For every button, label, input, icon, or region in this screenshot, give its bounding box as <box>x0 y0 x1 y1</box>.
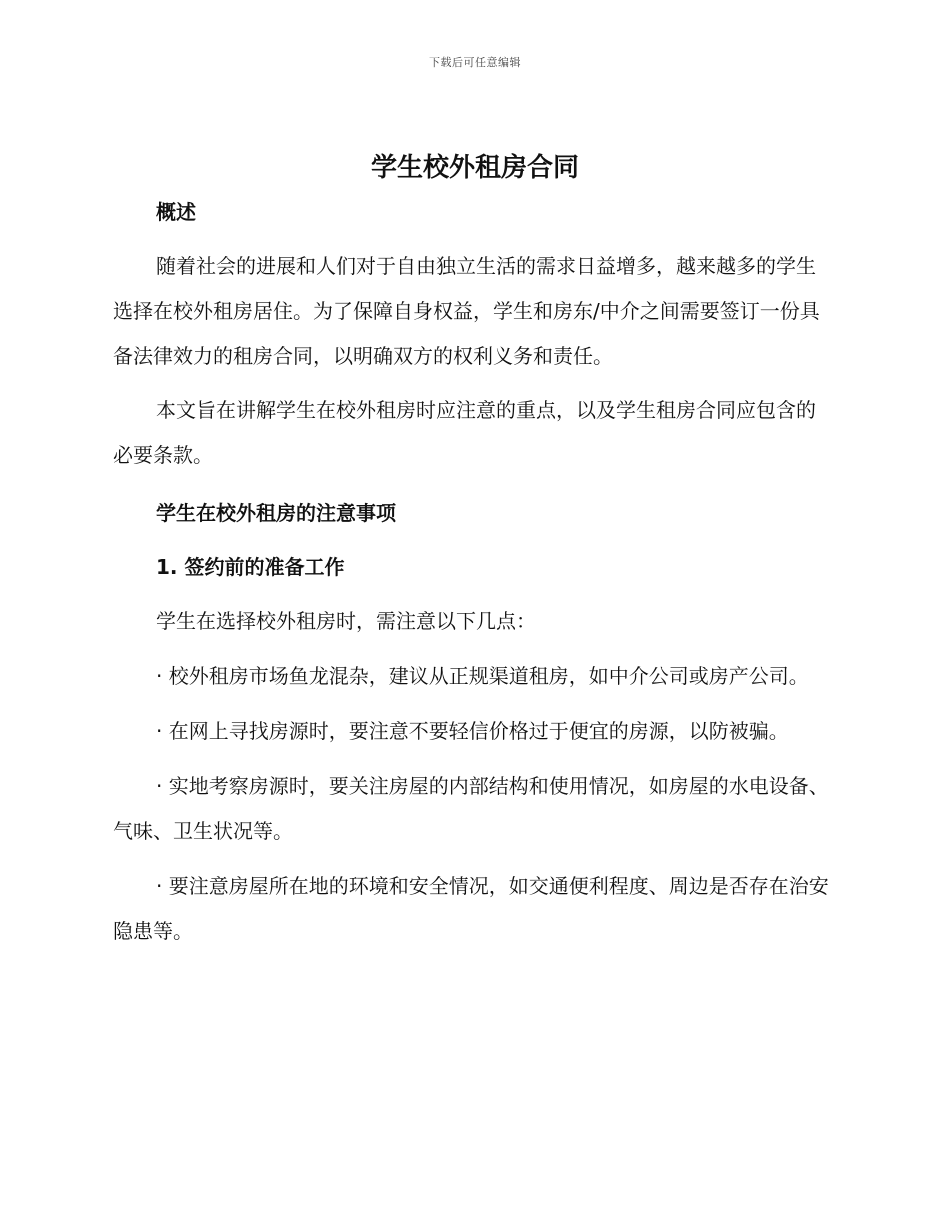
notes-section-heading: 学生在校外租房的注意事项 <box>156 501 396 525</box>
bullet-item: · 实地考察房源时，要关注房屋的内部结构和使用情况，如房屋的水电设备、气味、卫生状况等。 <box>113 774 829 843</box>
overview-paragraph-1: 随着社会的进展和人们对于自由独立生活的需求日益增多，越来越多的学生选择在校外租房居住。为了保障自身权益，学生和房东/中介之间需要签订一份具备法律效力的租房合同，以明确双方的权利义务和责任。 <box>113 254 820 368</box>
bullet-item: · 在网上寻找房源时，要注意不要轻信价格过于便宜的房源，以防被骗。 <box>156 719 789 743</box>
overview-heading: 概述 <box>156 200 196 224</box>
document-title: 学生校外租房合同 <box>370 153 579 183</box>
prep-intro-paragraph: 学生在选择校外租房时，需注意以下几点： <box>156 609 536 633</box>
page-header-note: 下载后可任意编辑 <box>429 56 521 69</box>
bullet-item: · 要注意房屋所在地的环境和安全情况，如交通便利程度、周边是否存在治安隐患等。 <box>113 874 829 943</box>
document-body <box>113 196 833 954</box>
bullet-item: · 校外租房市场鱼龙混杂，建议从正规渠道租房，如中介公司或房产公司。 <box>156 664 809 688</box>
prep-subheading: 1. 签约前的准备工作 <box>156 555 345 579</box>
overview-paragraph-2: 本文旨在讲解学生在校外租房时应注意的重点，以及学生租房合同应包含的必要条款。 <box>113 398 816 467</box>
